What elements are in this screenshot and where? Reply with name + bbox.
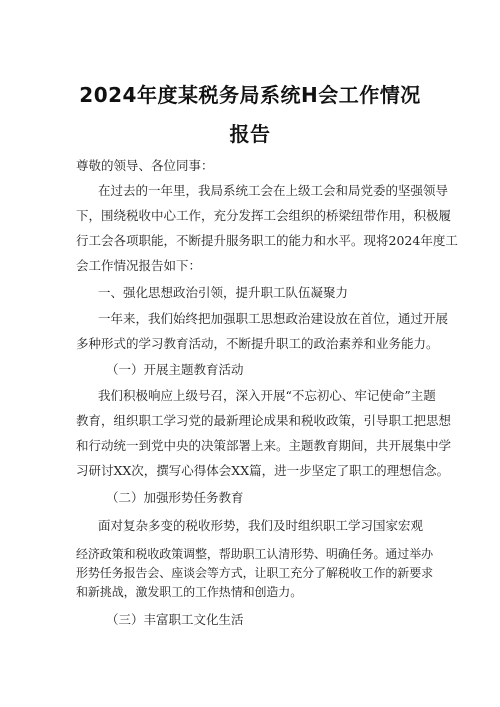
paragraph-line: 下，围绕税收中心工作，充分发挥工会组织的桥梁纽带作用，积极履	[76, 208, 452, 223]
paragraph-line: 行工会各项职能，不断提升服务职工的能力和水平。现将2024年度工	[76, 233, 458, 248]
section-heading: 一、强化思想政治引领，提升职工队伍凝聚力	[98, 285, 349, 300]
subsection-heading: （二）加强形势任务教育	[106, 490, 244, 505]
paragraph-line: 教育，组织职工学习党的最新理论成果和税收政策，引导职工把思想	[76, 413, 452, 428]
subsection-heading: （一）开展主题教育活动	[106, 362, 244, 377]
salutation: 尊敬的领导、各位同事：	[76, 158, 214, 173]
paragraph-line: 多种形式的学习教育活动，不断提升职工的政治素养和业务能力。	[76, 336, 439, 351]
paragraph-line: 和行动统一到党中央的决策部署上来。主题教育期间，共开展集中学	[76, 438, 452, 453]
subsection-heading: （三）丰富职工文化生活	[106, 612, 244, 627]
paragraph-line: 会工作情况报告如下：	[76, 258, 202, 273]
document-title: 2024年度某税务局系统H会工作情况	[79, 83, 421, 107]
paragraph-line: 形势任务报告会、座谈会等方式，让职工充分了解税收工作的新要求	[76, 566, 434, 580]
paragraph-line: 在过去的一年里，我局系统工会在上级工会和局党委的坚强领导	[98, 183, 449, 198]
paragraph-line: 面对复杂多变的税收形势，我们及时组织职工学习国家宏观	[98, 518, 424, 533]
document-title-continued: 报告	[229, 122, 271, 146]
paragraph-line: 经济政策和税收政策调整，帮助职工认清形势、明确任务。通过举办	[76, 547, 434, 561]
paragraph-line: 我们积极响应上级号召，深入开展“不忘初心、牢记使命”主题	[98, 388, 436, 403]
paragraph-line: 一年来，我们始终把加强职工思想政治建设放在首位，通过开展	[98, 311, 449, 326]
paragraph-line: 和新挑战，激发职工的工作热情和创造力。	[76, 585, 303, 599]
paragraph-line: 习研讨XX次，撰写心得体会XX篇，进一步坚定了职工的理想信念。	[76, 463, 450, 478]
